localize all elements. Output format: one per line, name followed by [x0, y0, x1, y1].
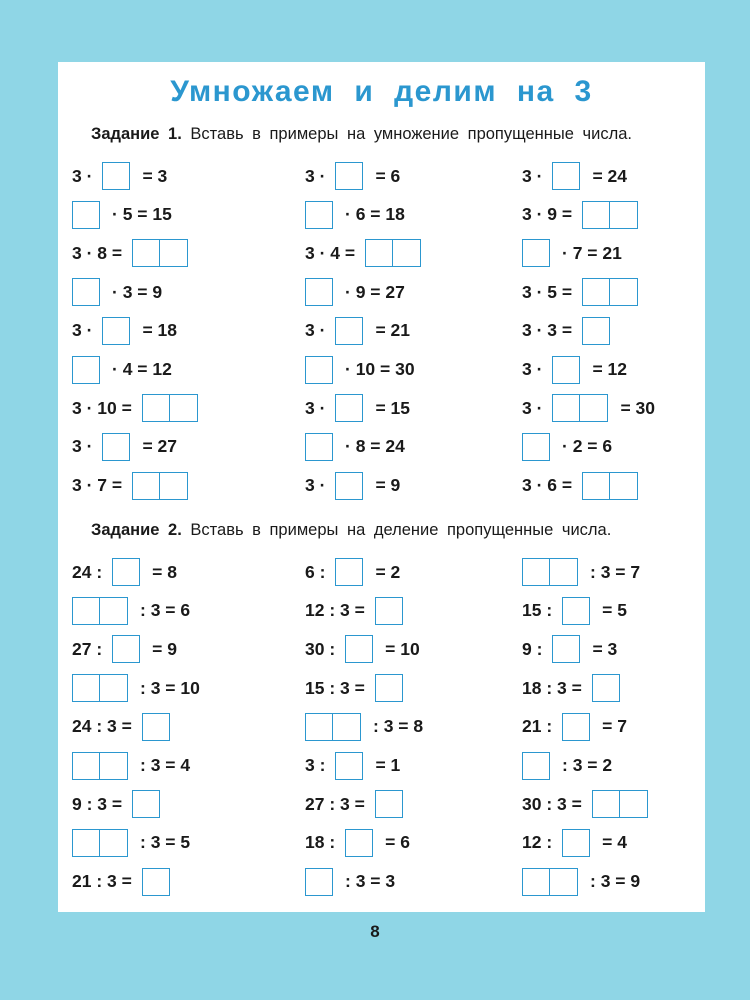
- answer-box[interactable]: [102, 162, 130, 190]
- exercise-row: [72, 315, 187, 347]
- exercise-row: [522, 750, 622, 782]
- answer-box[interactable]: [72, 356, 100, 384]
- answer-box[interactable]: [335, 317, 363, 345]
- exercise-row: [72, 788, 172, 820]
- exercise-text: 3 · 8 =: [72, 242, 123, 263]
- answer-cell[interactable]: [305, 713, 333, 741]
- answer-box[interactable]: [132, 472, 188, 500]
- exercise-text: · 9 = 27: [345, 281, 405, 302]
- exercise-text: 3 · 3 =: [522, 320, 573, 341]
- exercise-row: [305, 276, 415, 308]
- answer-box[interactable]: [522, 752, 550, 780]
- answer-box[interactable]: [582, 201, 638, 229]
- answer-box[interactable]: [522, 239, 550, 267]
- exercise-text: : 3 = 8: [373, 716, 424, 737]
- task1-label: Задание 1.: [91, 125, 182, 143]
- exercise-row: [305, 750, 410, 782]
- exercise-row: [305, 315, 420, 347]
- answer-box[interactable]: [72, 674, 128, 702]
- answer-box[interactable]: [72, 752, 128, 780]
- answer-cell[interactable]: [72, 597, 100, 625]
- answer-cell[interactable]: [160, 472, 188, 500]
- exercise-text: : 3 = 6: [140, 600, 191, 621]
- exercise-row: [72, 827, 200, 859]
- exercise-text: = 6: [385, 832, 410, 853]
- exercise-text: = 27: [142, 436, 177, 457]
- exercise-row: [522, 672, 632, 704]
- answer-cell[interactable]: [522, 433, 550, 461]
- exercise-row: [522, 354, 637, 386]
- answer-box[interactable]: [375, 674, 403, 702]
- exercise-row: [72, 556, 187, 588]
- answer-cell[interactable]: [333, 713, 361, 741]
- exercise-text: = 30: [620, 397, 655, 418]
- answer-box[interactable]: [562, 713, 590, 741]
- exercise-row: [305, 595, 415, 627]
- answer-cell[interactable]: [610, 472, 638, 500]
- exercise-text: 3 ·: [522, 359, 543, 379]
- answer-cell[interactable]: [552, 356, 580, 384]
- answer-cell[interactable]: [112, 635, 140, 663]
- exercise-text: 3 ·: [305, 165, 326, 186]
- exercise-text: 3 · 9 =: [522, 204, 573, 225]
- answer-box[interactable]: [142, 394, 198, 422]
- answer-box[interactable]: [582, 317, 610, 345]
- answer-box[interactable]: [552, 356, 580, 384]
- answer-cell[interactable]: [170, 394, 198, 422]
- answer-cell[interactable]: [102, 317, 130, 345]
- answer-cell[interactable]: [142, 394, 170, 422]
- exercise-text: = 15: [375, 397, 410, 418]
- answer-cell[interactable]: [375, 790, 403, 818]
- exercise-row: [522, 276, 650, 308]
- answer-cell[interactable]: [160, 239, 188, 267]
- exercise-row: [72, 595, 200, 627]
- page-number: 8: [370, 922, 380, 941]
- answer-box[interactable]: [142, 713, 170, 741]
- exercise-row: [522, 160, 637, 192]
- answer-cell[interactable]: [335, 558, 363, 586]
- answer-cell[interactable]: [72, 674, 100, 702]
- answer-cell[interactable]: [592, 790, 620, 818]
- answer-cell[interactable]: [142, 713, 170, 741]
- answer-cell[interactable]: [132, 472, 160, 500]
- answer-cell[interactable]: [305, 201, 333, 229]
- exercise-text: · 5 = 15: [112, 204, 172, 225]
- exercise-text: = 7: [602, 716, 627, 737]
- exercise-text: = 6: [375, 165, 401, 186]
- exercise-text: 3 · 10 =: [72, 397, 132, 418]
- task2-text: Вставь в примеры на деление пропущенные числа.: [190, 521, 612, 539]
- exercise-text: : 3 = 4: [140, 755, 191, 775]
- exercise-text: 3 ·: [72, 320, 93, 341]
- task1-text: Вставь в примеры на умножение пропущенные числа.: [190, 125, 632, 143]
- exercise-text: 3 · 7 =: [72, 475, 123, 496]
- answer-box[interactable]: [142, 868, 170, 896]
- exercise-text: 3 ·: [305, 397, 326, 418]
- exercise-text: 9 : 3 =: [72, 793, 123, 814]
- answer-box[interactable]: [552, 635, 580, 663]
- answer-box[interactable]: [365, 239, 421, 267]
- answer-box[interactable]: [582, 278, 638, 306]
- exercise-text: · 8 = 24: [345, 436, 405, 457]
- exercise-text: 3 ·: [522, 397, 543, 418]
- answer-cell[interactable]: [335, 162, 363, 190]
- exercise-text: 3 ·: [522, 165, 543, 186]
- exercise-text: 3 ·: [305, 320, 326, 341]
- exercise-row: [72, 866, 182, 898]
- exercise-text: 24 :: [72, 561, 103, 582]
- exercise-text: 27 :: [72, 638, 103, 659]
- exercise-row: [522, 392, 665, 424]
- answer-box[interactable]: [305, 201, 333, 229]
- answer-box[interactable]: [552, 394, 608, 422]
- exercise-text: = 1: [375, 755, 401, 775]
- exercise-text: 18 :: [305, 832, 336, 853]
- exercise-text: = 2: [375, 561, 401, 582]
- exercise-text: = 21: [375, 320, 410, 341]
- exercise-text: · 2 = 6: [562, 436, 613, 457]
- answer-box[interactable]: [305, 868, 333, 896]
- exercise-text: 18 : 3 =: [522, 677, 582, 698]
- exercise-text: · 7 = 21: [562, 242, 622, 263]
- task1-heading: [91, 125, 701, 144]
- exercise-text: = 4: [602, 832, 627, 853]
- answer-box[interactable]: [582, 472, 638, 500]
- exercise-text: · 10 = 30: [345, 359, 415, 379]
- answer-cell[interactable]: [552, 394, 580, 422]
- answer-box[interactable]: [102, 433, 130, 461]
- exercise-row: [72, 431, 187, 463]
- answer-box[interactable]: [305, 713, 361, 741]
- answer-box[interactable]: [375, 790, 403, 818]
- exercise-text: 21 : 3 =: [72, 871, 132, 892]
- exercise-row: [305, 672, 415, 704]
- answer-cell[interactable]: [365, 239, 393, 267]
- answer-cell[interactable]: [582, 472, 610, 500]
- exercise-row: [305, 711, 433, 743]
- answer-cell[interactable]: [550, 558, 578, 586]
- exercise-row: [305, 827, 420, 859]
- answer-cell[interactable]: [102, 162, 130, 190]
- exercise-row: [72, 672, 210, 704]
- answer-box[interactable]: [72, 278, 100, 306]
- answer-box[interactable]: [112, 558, 140, 586]
- answer-cell[interactable]: [552, 635, 580, 663]
- exercise-row: [72, 711, 182, 743]
- exercise-text: 3 ·: [72, 165, 93, 186]
- exercise-row: [305, 354, 425, 386]
- exercise-text: 27 : 3 =: [305, 793, 365, 814]
- answer-cell[interactable]: [335, 317, 363, 345]
- answer-box[interactable]: [335, 558, 363, 586]
- exercise-text: : 3 = 2: [562, 755, 613, 775]
- exercise-row: [305, 431, 415, 463]
- answer-box[interactable]: [132, 790, 160, 818]
- exercise-row: [522, 315, 622, 347]
- exercise-text: 3 · 4 =: [305, 242, 356, 263]
- answer-cell[interactable]: [72, 278, 100, 306]
- answer-cell[interactable]: [522, 752, 550, 780]
- page-title: Умножаем и делим на 3: [170, 75, 593, 108]
- answer-cell[interactable]: [100, 597, 128, 625]
- exercise-text: = 9: [375, 475, 401, 496]
- exercise-row: [305, 866, 405, 898]
- exercise-row: [522, 199, 650, 231]
- exercise-row: [522, 633, 627, 665]
- exercise-row: [522, 827, 637, 859]
- exercise-text: 12 :: [522, 832, 553, 853]
- answer-box[interactable]: [72, 829, 128, 857]
- exercise-row: [72, 470, 200, 502]
- answer-box[interactable]: [335, 752, 363, 780]
- answer-cell[interactable]: [100, 752, 128, 780]
- answer-cell[interactable]: [102, 433, 130, 461]
- answer-box[interactable]: [335, 472, 363, 500]
- exercise-text: = 8: [152, 561, 177, 582]
- exercise-text: = 5: [602, 600, 627, 621]
- answer-cell[interactable]: [522, 868, 550, 896]
- exercise-row: [522, 711, 637, 743]
- answer-box[interactable]: [522, 433, 550, 461]
- exercise-row: [72, 633, 187, 665]
- answer-cell[interactable]: [335, 752, 363, 780]
- answer-box[interactable]: [112, 635, 140, 663]
- exercise-text: = 24: [592, 165, 627, 186]
- answer-box[interactable]: [345, 829, 373, 857]
- answer-cell[interactable]: [582, 317, 610, 345]
- answer-cell[interactable]: [72, 201, 100, 229]
- exercise-row: [305, 160, 410, 192]
- answer-cell[interactable]: [610, 278, 638, 306]
- answer-cell[interactable]: [142, 868, 170, 896]
- answer-box[interactable]: [592, 790, 648, 818]
- answer-box[interactable]: [375, 597, 403, 625]
- answer-cell[interactable]: [375, 597, 403, 625]
- answer-cell[interactable]: [335, 472, 363, 500]
- answer-cell[interactable]: [72, 752, 100, 780]
- answer-box[interactable]: [132, 239, 188, 267]
- exercise-text: = 18: [142, 320, 177, 341]
- answer-cell[interactable]: [550, 868, 578, 896]
- exercise-row: [72, 392, 210, 424]
- answer-box[interactable]: [335, 162, 363, 190]
- exercise-text: · 4 = 12: [112, 359, 172, 379]
- answer-cell[interactable]: [393, 239, 421, 267]
- answer-cell[interactable]: [72, 829, 100, 857]
- answer-cell[interactable]: [562, 597, 590, 625]
- exercise-text: : 3 = 10: [140, 677, 200, 698]
- exercise-text: 12 : 3 =: [305, 600, 365, 621]
- answer-cell[interactable]: [582, 278, 610, 306]
- exercise-row: [522, 788, 660, 820]
- answer-box[interactable]: [305, 278, 333, 306]
- exercise-row: [522, 595, 637, 627]
- exercise-text: = 3: [592, 638, 618, 659]
- answer-cell[interactable]: [305, 868, 333, 896]
- exercise-text: 21 :: [522, 716, 553, 737]
- exercise-row: [305, 788, 415, 820]
- exercise-row: [522, 237, 632, 269]
- exercise-text: 3 · 6 =: [522, 475, 573, 496]
- answer-cell[interactable]: [345, 829, 373, 857]
- answer-box[interactable]: [72, 597, 128, 625]
- exercise-row: [72, 276, 172, 308]
- exercise-text: : 3 = 3: [345, 871, 396, 892]
- answer-box[interactable]: [305, 433, 333, 461]
- answer-box[interactable]: [335, 394, 363, 422]
- exercise-text: 24 : 3 =: [72, 716, 132, 737]
- exercise-text: : 3 = 7: [590, 561, 641, 582]
- answer-cell[interactable]: [345, 635, 373, 663]
- answer-box[interactable]: [562, 829, 590, 857]
- answer-box[interactable]: [72, 201, 100, 229]
- answer-box[interactable]: [305, 356, 333, 384]
- exercise-row: [522, 431, 622, 463]
- answer-cell[interactable]: [305, 433, 333, 461]
- exercise-text: · 6 = 18: [345, 204, 405, 225]
- answer-box[interactable]: [102, 317, 130, 345]
- exercise-text: 15 :: [522, 600, 553, 621]
- exercise-row: [522, 470, 650, 502]
- answer-cell[interactable]: [132, 239, 160, 267]
- answer-cell[interactable]: [562, 713, 590, 741]
- exercise-row: [72, 160, 177, 192]
- task2-label: Задание 2.: [91, 521, 182, 539]
- exercise-row: [72, 237, 200, 269]
- answer-box[interactable]: [522, 558, 578, 586]
- exercise-text: · 3 = 9: [112, 281, 163, 302]
- answer-cell[interactable]: [522, 239, 550, 267]
- exercise-text: : 3 = 9: [590, 871, 641, 892]
- answer-cell[interactable]: [72, 356, 100, 384]
- answer-cell[interactable]: [582, 201, 610, 229]
- answer-cell[interactable]: [552, 162, 580, 190]
- answer-cell[interactable]: [112, 558, 140, 586]
- exercise-row: [305, 633, 430, 665]
- answer-cell[interactable]: [620, 790, 648, 818]
- answer-cell[interactable]: [100, 829, 128, 857]
- exercise-text: 15 : 3 =: [305, 677, 365, 698]
- answer-cell[interactable]: [100, 674, 128, 702]
- exercise-row: [522, 866, 650, 898]
- exercise-text: : 3 = 5: [140, 832, 191, 853]
- exercise-row: [72, 354, 182, 386]
- exercise-text: 30 :: [305, 638, 336, 659]
- exercise-text: 9 :: [522, 638, 543, 659]
- exercise-text: 30 : 3 =: [522, 793, 582, 814]
- exercise-text: = 12: [592, 359, 627, 379]
- answer-cell[interactable]: [562, 829, 590, 857]
- answer-cell[interactable]: [305, 278, 333, 306]
- exercise-row: [522, 556, 650, 588]
- answer-cell[interactable]: [375, 674, 403, 702]
- exercise-text: 3 ·: [72, 436, 93, 457]
- exercise-text: 3 :: [305, 755, 326, 775]
- exercise-row: [72, 199, 182, 231]
- answer-box[interactable]: [562, 597, 590, 625]
- exercise-text: = 9: [152, 638, 177, 659]
- answer-cell[interactable]: [132, 790, 160, 818]
- answer-cell[interactable]: [580, 394, 608, 422]
- answer-cell[interactable]: [305, 356, 333, 384]
- exercise-text: 3 ·: [305, 475, 326, 496]
- answer-box[interactable]: [522, 868, 578, 896]
- exercise-text: = 3: [142, 165, 168, 186]
- worksheet-page: [58, 62, 705, 912]
- exercise-row: [305, 237, 433, 269]
- exercise-row: [305, 199, 415, 231]
- exercise-row: [305, 556, 410, 588]
- exercise-text: 3 · 5 =: [522, 281, 573, 302]
- exercise-row: [305, 470, 410, 502]
- exercise-row: [305, 392, 420, 424]
- task2-heading: [91, 521, 701, 540]
- answer-cell[interactable]: [335, 394, 363, 422]
- answer-cell[interactable]: [610, 201, 638, 229]
- exercise-text: 6 :: [305, 561, 326, 582]
- answer-box[interactable]: [345, 635, 373, 663]
- answer-cell[interactable]: [592, 674, 620, 702]
- exercise-text: = 10: [385, 638, 420, 659]
- exercise-row: [72, 750, 200, 782]
- answer-cell[interactable]: [522, 558, 550, 586]
- answer-box[interactable]: [592, 674, 620, 702]
- answer-box[interactable]: [552, 162, 580, 190]
